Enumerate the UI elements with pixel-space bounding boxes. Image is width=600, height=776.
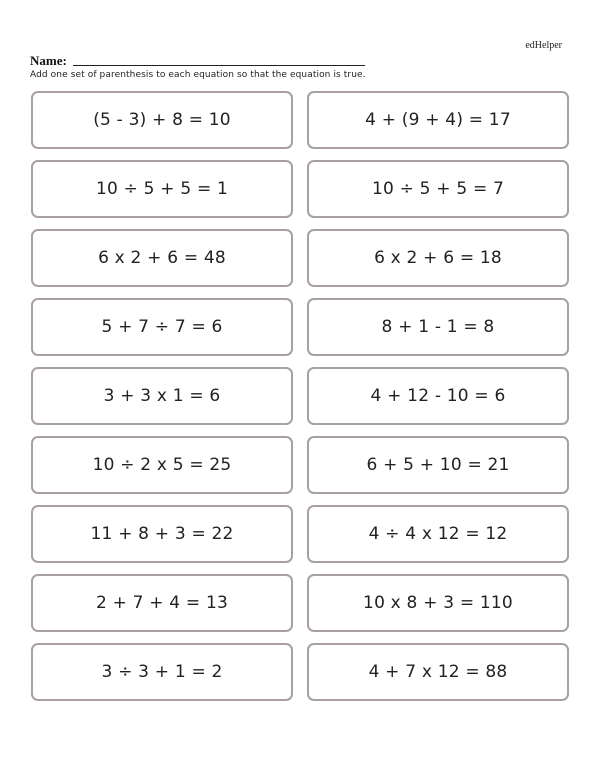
brand-label: edHelper <box>525 40 562 51</box>
problem-card <box>307 643 569 701</box>
problem-card <box>307 574 569 632</box>
problem-card <box>31 160 293 218</box>
problem-card <box>31 574 293 632</box>
equation: 2 + 7 + 4 = 13 <box>95 593 229 613</box>
equation: 10 x 8 + 3 = 110 <box>363 593 513 613</box>
problem-card <box>307 436 569 494</box>
problem-card <box>307 367 569 425</box>
name-row <box>30 50 365 68</box>
problem-card <box>307 91 569 149</box>
problem-card <box>31 298 293 356</box>
equation: 3 + 3 x 1 = 6 <box>103 386 221 406</box>
problem-card <box>31 91 293 149</box>
equation: 6 x 2 + 6 = 48 <box>98 248 226 268</box>
problem-card <box>31 643 293 701</box>
name-input-line[interactable] <box>73 65 365 66</box>
equation: 3 ÷ 3 + 1 = 2 <box>101 662 223 682</box>
problem-card <box>307 229 569 287</box>
problem-card <box>31 367 293 425</box>
problem-card <box>31 436 293 494</box>
equation: 4 ÷ 4 x 12 = 12 <box>368 524 508 544</box>
equation: 4 + (9 + 4) = 17 <box>365 110 511 130</box>
problem-card <box>307 298 569 356</box>
equation: 4 + 12 - 10 = 6 <box>370 386 506 406</box>
equation: 10 ÷ 5 + 5 = 1 <box>95 179 229 199</box>
problem-card <box>31 505 293 563</box>
equation: (5 - 3) + 8 = 10 <box>93 110 231 130</box>
equation: 10 ÷ 5 + 5 = 7 <box>371 179 505 199</box>
problem-grid <box>31 91 569 701</box>
problem-card <box>307 505 569 563</box>
instructions: Add one set of parenthesis to each equation so that the equation is true. <box>30 70 366 80</box>
problem-card <box>307 160 569 218</box>
equation: 6 x 2 + 6 = 18 <box>374 248 502 268</box>
equation: 5 + 7 ÷ 7 = 6 <box>101 317 223 337</box>
equation: 4 + 7 x 12 = 88 <box>368 662 508 682</box>
equation: 11 + 8 + 3 = 22 <box>90 524 234 544</box>
problem-card <box>31 229 293 287</box>
equation: 10 ÷ 2 x 5 = 25 <box>92 455 232 475</box>
name-label: Name: <box>30 53 67 68</box>
equation: 8 + 1 - 1 = 8 <box>381 317 495 337</box>
equation: 6 + 5 + 10 = 21 <box>366 455 510 475</box>
